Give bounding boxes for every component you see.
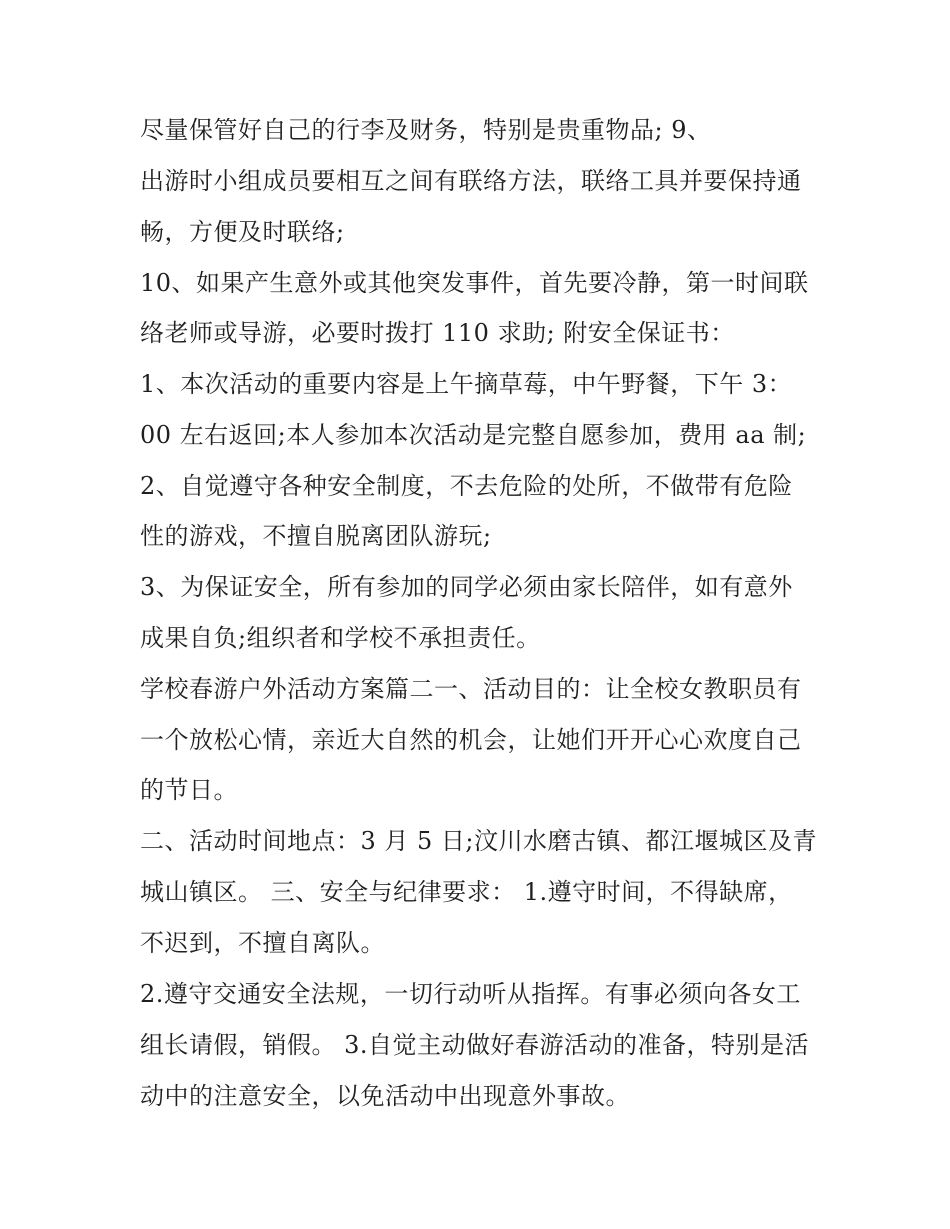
text-line: 学校春游户外活动方案篇二一、活动目的：让全校女教职员有 — [140, 675, 802, 703]
text-line: 畅，方便及时联络; — [140, 218, 345, 246]
text-line: 成果自负;组织者和学校不承担责任。 — [140, 624, 541, 652]
text-line: 二、活动时间地点：3 月 5 日;汶川水磨古镇、都江堰城区及青 — [140, 827, 818, 855]
text-line: 1、本次活动的重要内容是上午摘草莓，中午野餐，下午 3： — [140, 370, 793, 398]
text-line: 城山镇区。 三、安全与纪律要求： 1.遵守时间，不得缺席， — [140, 878, 793, 906]
text-line: 组长请假，销假。 3.自觉主动做好春游活动的准备，特别是活 — [140, 1031, 810, 1059]
text-line: 络老师或导游，必要时拨打 110 求助; 附安全保证书： — [140, 319, 735, 347]
text-line: 10、如果产生意外或其他突发事件，首先要冷静，第一时间联 — [140, 269, 809, 297]
text-line: 的节日。 — [140, 776, 238, 804]
text-line: 一个放松心情，亲近大自然的机会，让她们开开心心欢度自己 — [140, 726, 802, 754]
text-line: 2.遵守交通安全法规，一切行动听从指挥。有事必须向各女工 — [140, 980, 801, 1008]
text-line: 尽量保管好自己的行李及财务，特别是贵重物品; 9、 — [140, 116, 712, 144]
text-line: 2、自觉遵守各种安全制度，不去危险的处所，不做带有危险 — [140, 472, 793, 500]
text-line: 动中的注意安全，以免活动中出现意外事故。 — [140, 1082, 630, 1110]
text-line: 不迟到，不擅自离队。 — [140, 929, 385, 957]
text-line: 3、为保证安全，所有参加的同学必须由家长陪伴，如有意外 — [140, 573, 793, 601]
text-line: 性的游戏，不擅自脱离团队游玩; — [140, 522, 492, 550]
text-line: 00 左右返回;本人参加本次活动是完整自愿参加，费用 aa 制; — [140, 421, 807, 449]
text-line: 出游时小组成员要相互之间有联络方法，联络工具并要保持通 — [140, 167, 802, 195]
